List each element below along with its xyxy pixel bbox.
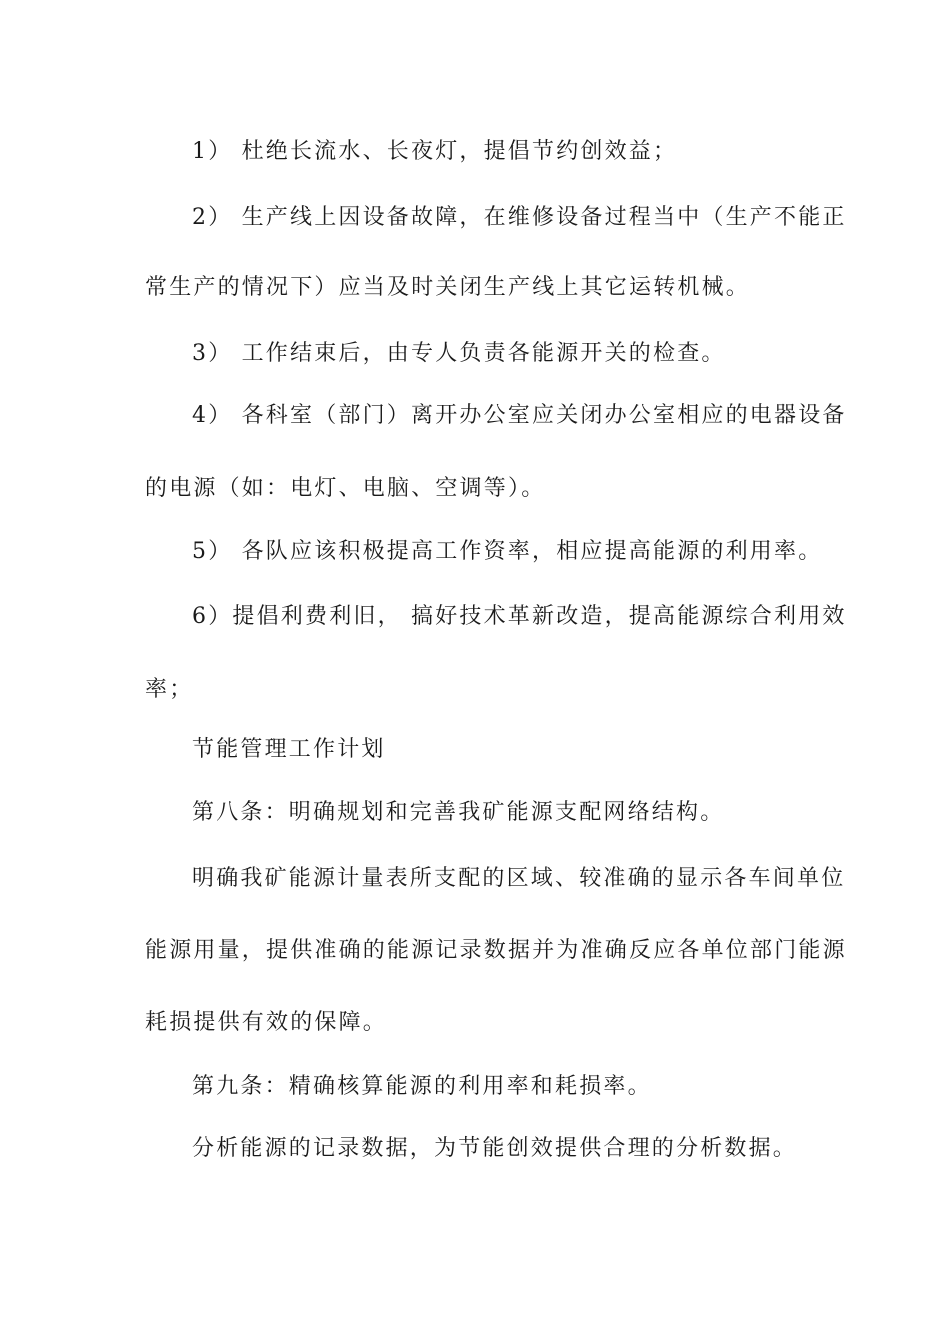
article-8-body-line-3: 耗损提供有效的保障。 [145, 1010, 388, 1035]
article-8-body-line-1: 明确我矿能源计量表所支配的区域、较准确的显示各车间单位 [192, 866, 846, 891]
article-8-title: 第八条：明确规划和完善我矿能源支配网络结构。 [192, 800, 725, 825]
list-item-1: 1） 杜绝长流水、长夜灯，提倡节约创效益； [192, 139, 678, 164]
list-item-5: 5） 各队应该积极提高工作资率，相应提高能源的利用率。 [192, 539, 823, 564]
list-item-3: 3） 工作结束后，由专人负责各能源开关的检查。 [192, 341, 726, 366]
article-8-body-line-2: 能源用量，提供准确的能源记录数据并为准确反应各单位部门能源 [145, 938, 847, 963]
article-9-title: 第九条：精确核算能源的利用率和耗损率。 [192, 1074, 652, 1099]
list-item-2-line-1: 2） 生产线上因设备故障，在维修设备过程当中（生产不能正 [192, 205, 847, 230]
list-item-6-line-1: 6）提倡利费利旧， 搞好技术革新改造，提高能源综合利用效 [192, 604, 847, 629]
article-9-body: 分析能源的记录数据，为节能创效提供合理的分析数据。 [192, 1136, 798, 1161]
list-item-4-line-2: 的电源（如：电灯、电脑、空调等）。 [145, 476, 546, 501]
section-heading: 节能管理工作计划 [192, 737, 386, 762]
list-item-2-line-2: 常生产的情况下）应当及时关闭生产线上其它运转机械。 [145, 275, 751, 300]
list-item-6-line-2: 率； [145, 677, 194, 702]
list-item-4-line-1: 4） 各科室（部门）离开办公室应关闭办公室相应的电器设备 [192, 403, 847, 428]
